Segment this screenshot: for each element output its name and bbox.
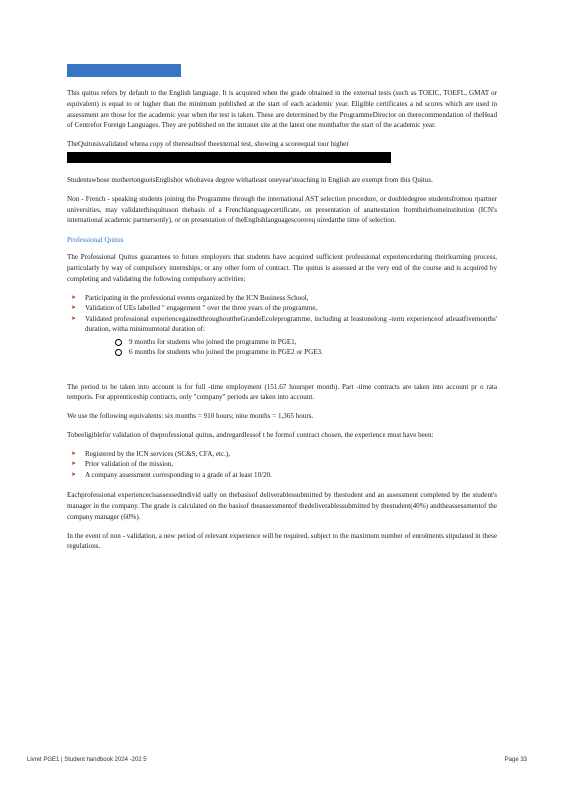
paragraph-assessment: Eachprofessional experiencecisassessedindivid ually on thebasisof deliverablessubmitted by thestudent and an assessment completed by the student's manager in the company. The grade is calculated on the basisof theassessmentof thedeliverablessubmitted by thestudent(40%) andtheassessmentof the company manager (60%). <box>67 491 497 521</box>
list-item: ➤ Prior validation of the mission, <box>71 460 174 469</box>
duration-list <box>115 337 497 358</box>
list-item: ➤ Participating in the professional events organized by the ICN Business School, <box>71 293 309 302</box>
footer-handbook-title: Livret PGE1 | Student handbook 2024 -202 5 <box>27 757 147 763</box>
paragraph-eligibility: Tobeeligiblefor validation of theprofessional quitus, andregardlessof t he formof contract chosen, the experience must have been: <box>67 430 434 439</box>
circle-bullet-icon <box>115 339 122 346</box>
paragraph-equivalents: We use the following equivalents: six months = 910 hours; nine months = 1,365 hours. <box>67 412 314 421</box>
footer-page-number: Page 33 <box>504 757 527 763</box>
document-body <box>67 88 497 560</box>
experience-requirements-list <box>67 449 497 481</box>
arrow-bullet-icon: ➤ <box>71 471 77 478</box>
list-item: ➤ Validated professional experiencegainedthroughouttheGrandeEcoleprogramme, including at leastonelong -term experienceof atleastfivemonths' duration, witha minimumtotal duration of: <box>71 314 497 334</box>
arrow-bullet-icon: ➤ <box>71 461 77 468</box>
circle-bullet-icon <box>115 349 122 356</box>
redaction-bar <box>67 152 391 163</box>
paragraph-exemption: Studentswhose mothertongueisEnglishor whohavea degree withatleast oneyear'steaching in English are exempt from this Quitus. <box>67 175 433 184</box>
header-color-bar <box>67 64 181 77</box>
arrow-bullet-icon: ➤ <box>71 450 77 457</box>
list-item: ➤ Validation of UEs labelled " engagement " over the three years of the programme, <box>71 304 318 313</box>
paragraph-period: The period to be taken into account is for full -time employment (151.67 hoursper month). Part -time contracts are taken into account pr o rata temporis. For apprenticeship contracts, only "company" periods are taken into account. <box>67 382 497 402</box>
paragraph-professional-quitus: The Professional Quitus guarantees to future employers that students have acquired sufficient professional experienceduring theirlearning process, particularly by way of compulsory internships, or any other form of contract. The quitus is assessed at the very end of the course and is acquired by completing and validating the following compulsory activities: <box>67 253 497 283</box>
paragraph-language-quitus: This quitus refers by default to the English language. It is acquired when the grade obtained in the external tests (such as TOEIC, TOEFL, GMAT or equivalent) is equal to or higher than the minimum published at the start of each academic year. Eligible certificates a nd scores which are used in assessment are those for the academic year when the test is taken. These are determined by the ProgrammeDirector on therecommendation of theHead of Centrefor Foreign Languages. They are published on the intranet site at the latest one monthafter the start of the academic year. <box>67 89 497 130</box>
list-item: 6 months for students who joined the programme in PGE2 or PGE3. <box>115 347 497 358</box>
arrow-bullet-icon: ➤ <box>71 294 77 301</box>
paragraph-quitus-validation: TheQuitusisvalidated whena copy of theresultsof theexternal test, showing a scoreequal toor higher <box>67 140 349 149</box>
arrow-bullet-icon: ➤ <box>71 305 77 312</box>
list-item: ➤ Registered by the ICN services (SC&S, CFA, etc.), <box>71 449 231 458</box>
arrow-bullet-icon: ➤ <box>71 315 77 322</box>
section-title-professional-quitus: Professional Quitus <box>67 236 124 245</box>
paragraph-non-validation: In the event of non - validation, a new period of relevant experience will be required, subject to the maximum number of enrolments stipulated in these regulations. <box>67 531 497 551</box>
paragraph-non-french-speaking: Non - French - speaking students joining the Programme through the international AST selection procedure, or doubledegree studentsfromou rpartner universities, may validatethisquituson thebasis of a Frenchlanguagecertificate, on presentation of anattestation fromtheirhomeinstitution (ICN's international academic partnersonly), or on presentation of theEnglishlanguagescorereq uiredatthe time of selection. <box>67 194 497 225</box>
list-item: 9 months for students who joined the programme in PGE1, <box>115 337 497 348</box>
list-item: ➤ A company assessment corresponding to a grade of at least 10/20. <box>71 470 272 479</box>
compulsory-activities-list <box>67 293 497 335</box>
